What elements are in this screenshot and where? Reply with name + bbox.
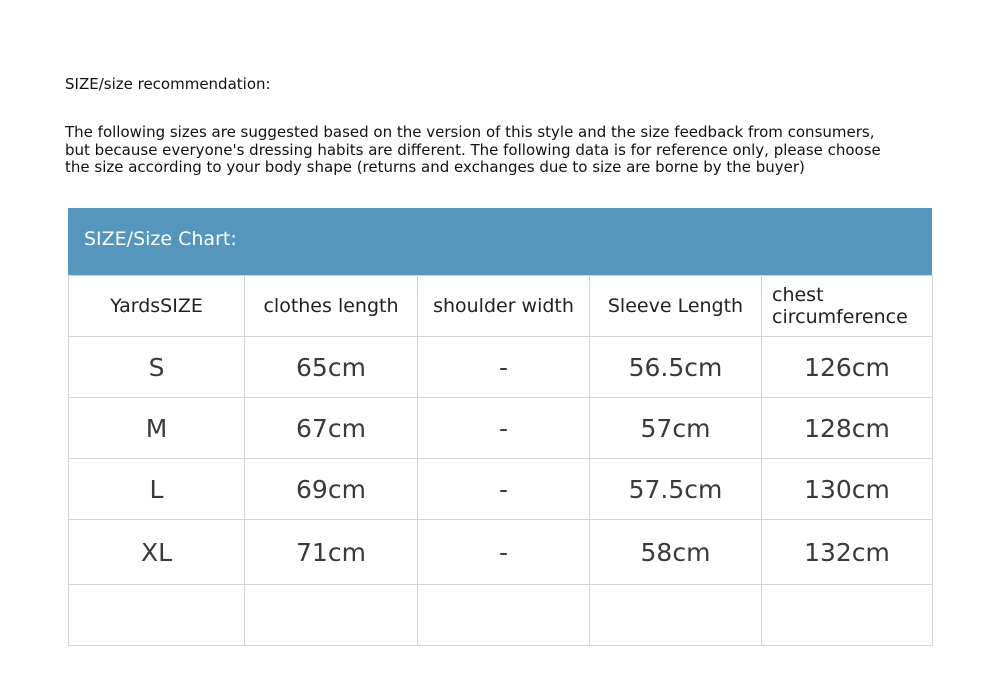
cell-chest-circumference: 130cm [762, 459, 933, 520]
cell-chest-circumference: 128cm [762, 398, 933, 459]
table-row [69, 585, 933, 646]
cell-size: XL [69, 520, 245, 585]
intro-line: the size according to your body shape (returns and exchanges due to size are borne by the buyer) [65, 158, 805, 176]
cell-sleeve-length: 56.5cm [590, 337, 762, 398]
table-row [69, 337, 933, 398]
cell-clothes-length: 67cm [245, 398, 418, 459]
cell-clothes-length: 69cm [245, 459, 418, 520]
cell-chest-circumference: 126cm [762, 337, 933, 398]
cell-chest-circumference: 132cm [762, 520, 933, 585]
column-header-sleeve-length: Sleeve Length [590, 276, 762, 337]
size-chart-title: SIZE/Size Chart: [84, 228, 237, 250]
cell-empty [590, 585, 762, 646]
column-header-size: YardsSIZE [69, 276, 245, 337]
cell-sleeve-length: 57cm [590, 398, 762, 459]
cell-sleeve-length: 58cm [590, 520, 762, 585]
cell-clothes-length: 71cm [245, 520, 418, 585]
table-row [69, 459, 933, 520]
size-recommendation-heading: SIZE/size recommendation: [65, 75, 271, 93]
cell-shoulder-width: - [418, 520, 590, 585]
cell-size: L [69, 459, 245, 520]
cell-empty [245, 585, 418, 646]
size-recommendation-text [65, 124, 945, 177]
cell-empty [762, 585, 933, 646]
cell-size: S [69, 337, 245, 398]
cell-sleeve-length: 57.5cm [590, 459, 762, 520]
cell-size: M [69, 398, 245, 459]
column-header-chest-circumference: chest circumference [762, 276, 933, 337]
intro-line: The following sizes are suggested based on the version of this style and the size feedback from consumers, [65, 123, 875, 141]
size-chart [68, 208, 932, 647]
cell-empty [69, 585, 245, 646]
table-row [69, 520, 933, 585]
cell-empty [418, 585, 590, 646]
table-header-row [69, 276, 933, 337]
intro-line: but because everyone's dressing habits are different. The following data is for reference only, please choose [65, 140, 881, 159]
cell-clothes-length: 65cm [245, 337, 418, 398]
size-table [68, 275, 933, 646]
column-header-shoulder-width: shoulder width [418, 276, 590, 337]
cell-shoulder-width: - [418, 337, 590, 398]
table-row [69, 398, 933, 459]
size-chart-title-bar [68, 208, 932, 275]
column-header-clothes-length: clothes length [245, 276, 418, 337]
cell-shoulder-width: - [418, 398, 590, 459]
cell-shoulder-width: - [418, 459, 590, 520]
